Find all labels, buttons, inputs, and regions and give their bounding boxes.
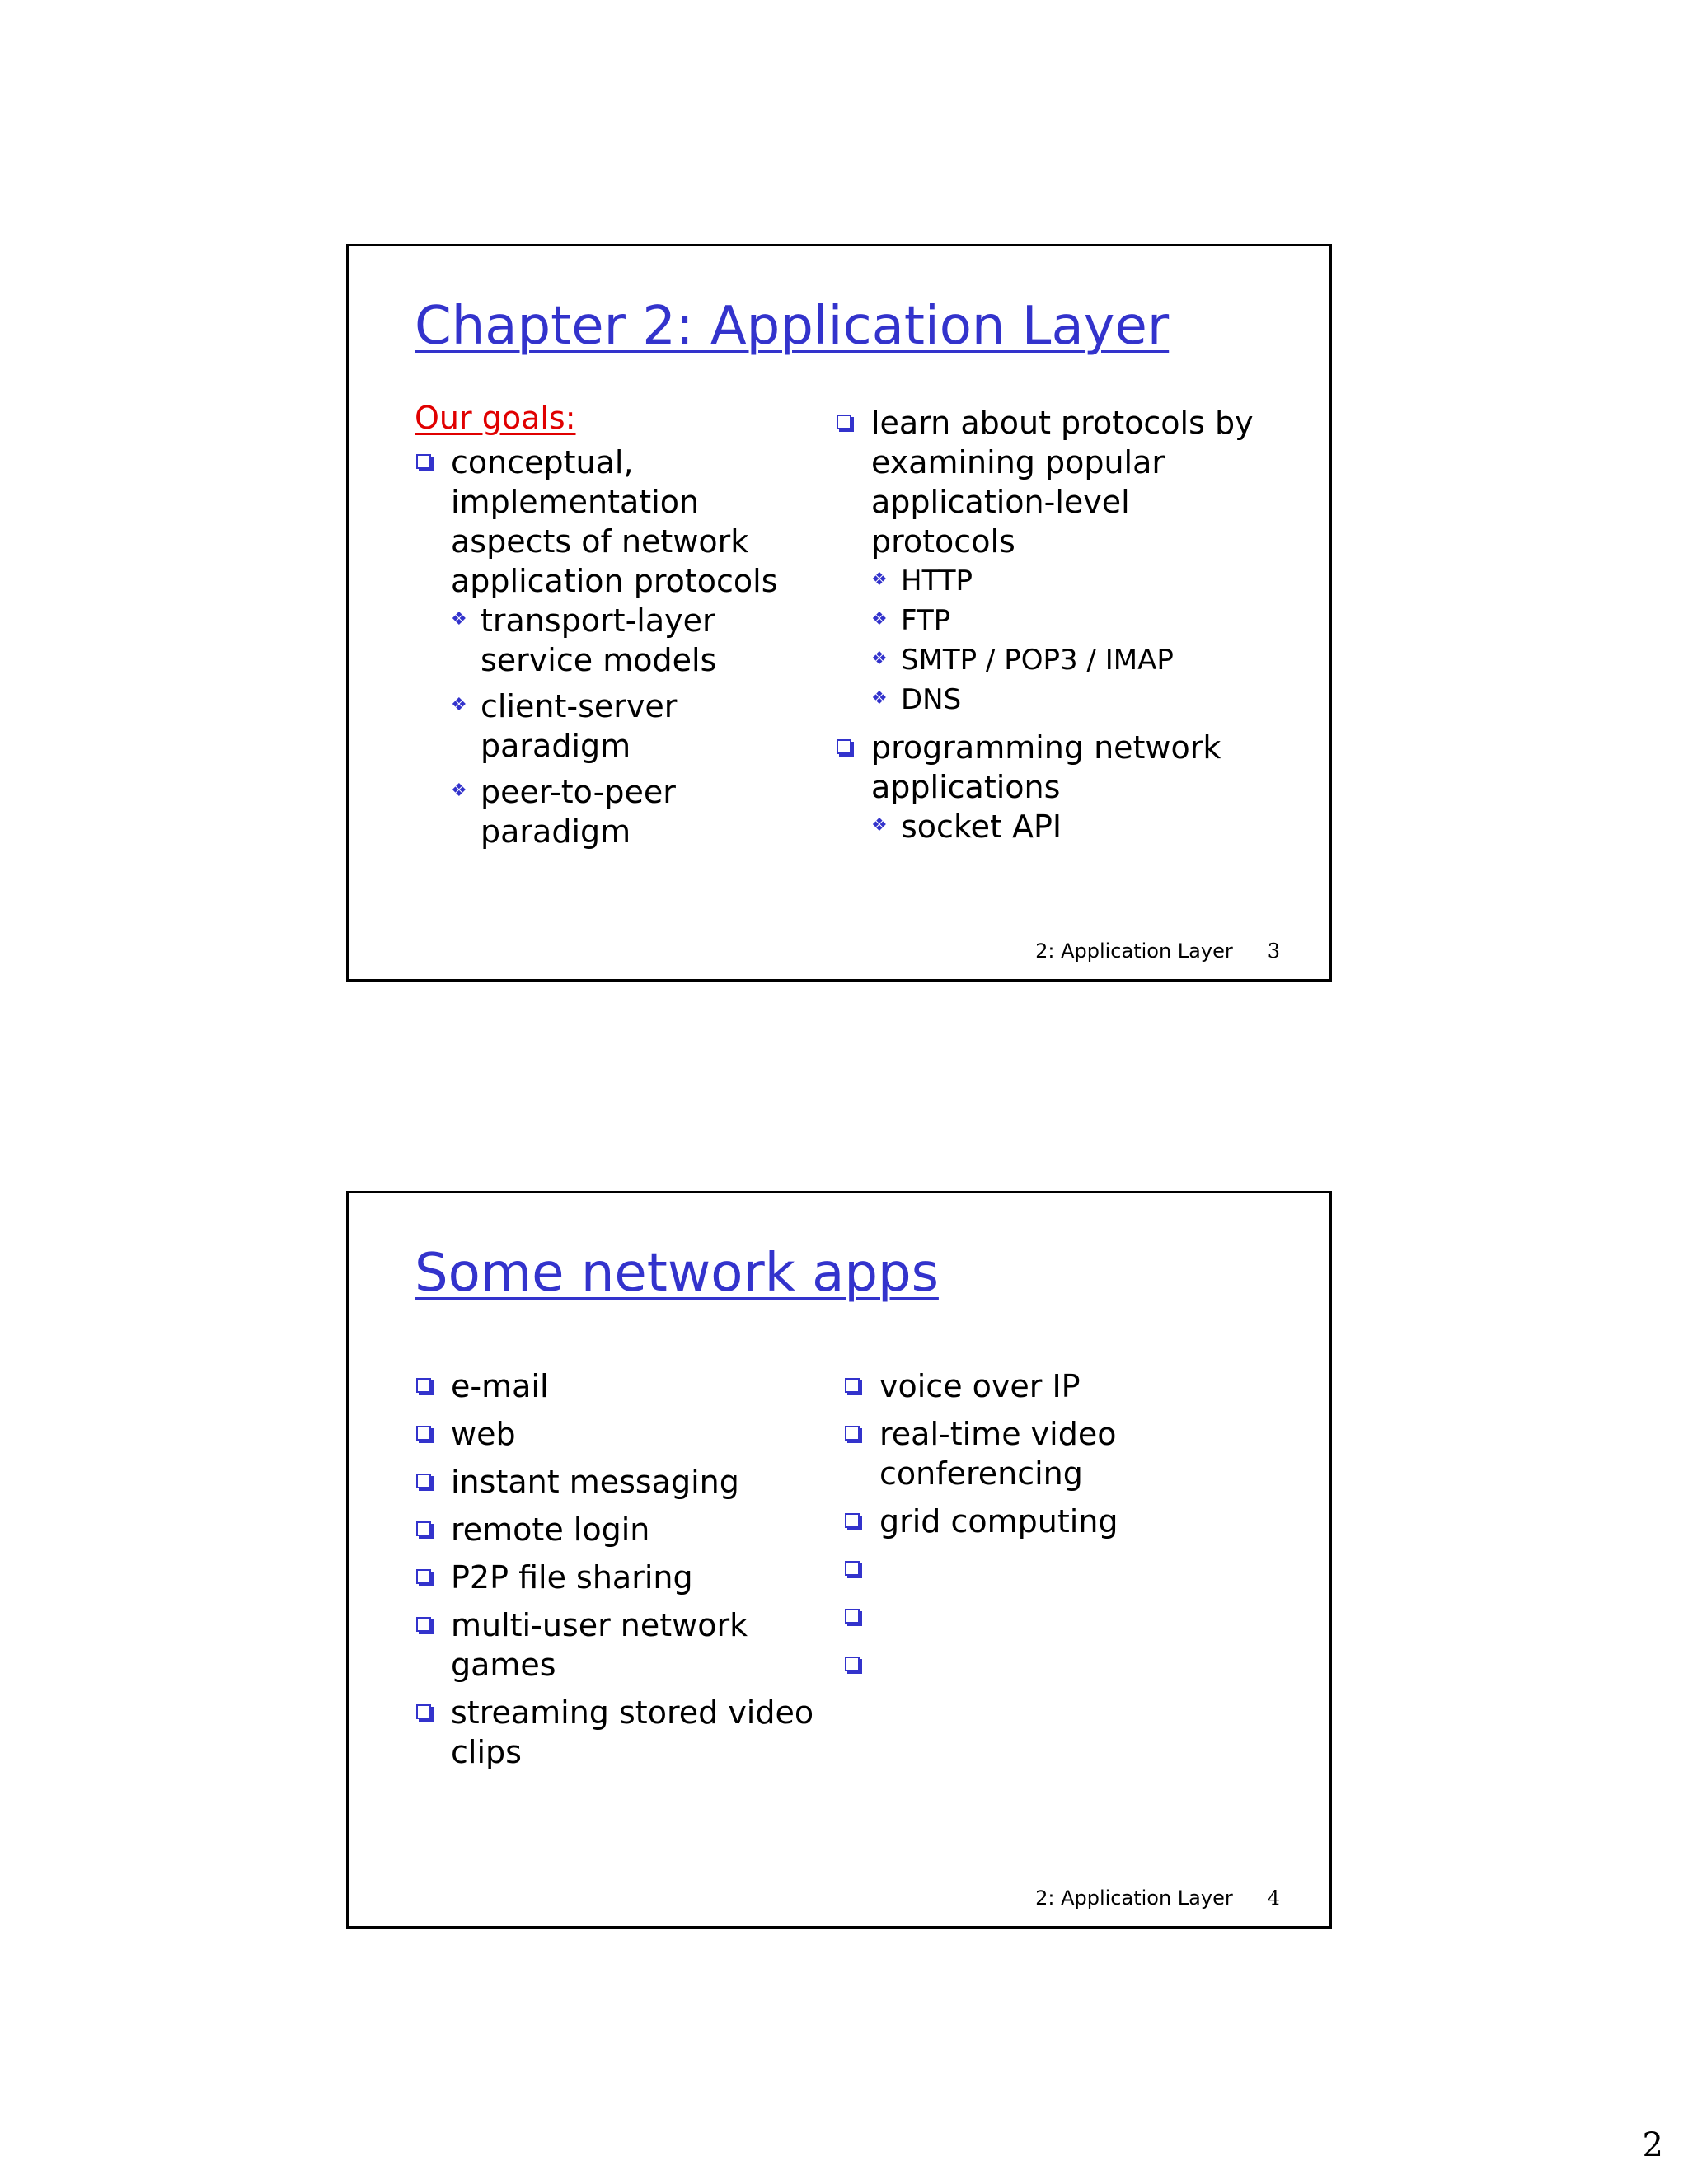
left-column bbox=[415, 443, 794, 860]
list-item bbox=[843, 1597, 1255, 1637]
item-text: real-time video conferencing bbox=[879, 1416, 1117, 1492]
slide-footer bbox=[1035, 1886, 1280, 1910]
list-item bbox=[843, 1502, 1255, 1541]
item-text: remote login bbox=[451, 1511, 650, 1548]
list-item bbox=[843, 1549, 1255, 1589]
sub-list-item bbox=[871, 601, 1264, 640]
item-text: web bbox=[451, 1416, 516, 1452]
list-item bbox=[415, 443, 794, 851]
list-item bbox=[415, 1366, 827, 1406]
diamond-bullet-icon: ❖ bbox=[871, 569, 888, 590]
sub-item-text: SMTP / POP3 / IMAP bbox=[901, 644, 1174, 677]
diamond-bullet-icon: ❖ bbox=[451, 695, 467, 715]
sub-list-item bbox=[451, 772, 794, 851]
item-text: conceptual, implementation aspects of network application protocols bbox=[451, 444, 778, 599]
sub-item-text: client-server paradigm bbox=[481, 688, 678, 764]
diamond-bullet-icon: ❖ bbox=[451, 780, 467, 801]
list-item bbox=[415, 1558, 827, 1597]
square-bullet-icon bbox=[845, 1657, 860, 1671]
square-bullet-icon bbox=[416, 1378, 431, 1393]
square-bullet-icon bbox=[416, 1704, 431, 1719]
sub-list-item bbox=[871, 807, 1264, 846]
right-column bbox=[843, 1366, 1255, 1693]
list-item bbox=[835, 403, 1264, 719]
sub-item-text: socket API bbox=[901, 808, 1062, 845]
sub-item-text: transport-layer service models bbox=[481, 602, 717, 678]
square-bullet-icon bbox=[845, 1561, 860, 1576]
square-bullet-icon bbox=[837, 415, 851, 429]
list-item bbox=[415, 1510, 827, 1549]
square-bullet-icon bbox=[837, 739, 851, 754]
footer-label: 2: Application Layer bbox=[1035, 940, 1233, 963]
diamond-bullet-icon: ❖ bbox=[451, 609, 467, 630]
sub-list-item bbox=[451, 601, 794, 680]
page-number: 2 bbox=[1642, 2126, 1663, 2164]
item-text: learn about protocols by examining popular application-level protocols bbox=[871, 405, 1254, 560]
diamond-bullet-icon: ❖ bbox=[871, 688, 888, 709]
item-text: grid computing bbox=[879, 1503, 1118, 1540]
diamond-bullet-icon: ❖ bbox=[871, 815, 888, 836]
list-item bbox=[415, 1605, 827, 1685]
square-bullet-icon bbox=[416, 1569, 431, 1584]
left-column bbox=[415, 1366, 827, 1780]
sub-list-item bbox=[871, 561, 1264, 601]
square-bullet-icon bbox=[416, 454, 431, 469]
item-text: programming network applications bbox=[871, 729, 1221, 805]
square-bullet-icon bbox=[416, 1617, 431, 1632]
item-text: multi-user network games bbox=[451, 1607, 748, 1683]
square-bullet-icon bbox=[845, 1378, 860, 1393]
square-bullet-icon bbox=[416, 1426, 431, 1441]
list-item bbox=[415, 1414, 827, 1454]
item-text: e-mail bbox=[451, 1368, 549, 1404]
list-item bbox=[415, 1462, 827, 1502]
square-bullet-icon bbox=[845, 1513, 860, 1528]
square-bullet-icon bbox=[845, 1609, 860, 1624]
list-item bbox=[835, 728, 1264, 846]
list-item bbox=[843, 1645, 1255, 1685]
list-item bbox=[843, 1366, 1255, 1406]
item-text: P2P file sharing bbox=[451, 1559, 693, 1596]
sub-item-text: HTTP bbox=[901, 565, 973, 598]
footer-label: 2: Application Layer bbox=[1035, 1886, 1233, 1910]
slide-title: Chapter 2: Application Layer bbox=[415, 296, 1170, 357]
slide-title: Some network apps bbox=[415, 1243, 939, 1304]
slide-footer bbox=[1035, 940, 1280, 963]
sub-item-text: peer-to-peer paradigm bbox=[481, 774, 676, 850]
slide-4 bbox=[346, 1191, 1332, 1929]
sub-list-item bbox=[451, 687, 794, 766]
item-text: streaming stored video clips bbox=[451, 1694, 814, 1770]
sub-list-item bbox=[871, 680, 1264, 719]
goals-label: Our goals: bbox=[415, 400, 576, 436]
list-item bbox=[415, 1693, 827, 1772]
item-text: instant messaging bbox=[451, 1464, 739, 1500]
diamond-bullet-icon: ❖ bbox=[871, 649, 888, 669]
square-bullet-icon bbox=[416, 1521, 431, 1536]
square-bullet-icon bbox=[845, 1426, 860, 1441]
slide-3 bbox=[346, 244, 1332, 982]
square-bullet-icon bbox=[416, 1474, 431, 1488]
sub-item-text: DNS bbox=[901, 683, 962, 716]
diamond-bullet-icon: ❖ bbox=[871, 609, 888, 630]
sub-item-text: FTP bbox=[901, 604, 951, 637]
item-text: voice over IP bbox=[879, 1368, 1081, 1404]
slide-number: 3 bbox=[1267, 940, 1280, 963]
list-item bbox=[843, 1414, 1255, 1493]
right-column bbox=[835, 403, 1264, 855]
slide-number: 4 bbox=[1267, 1886, 1280, 1910]
sub-list-item bbox=[871, 640, 1264, 680]
